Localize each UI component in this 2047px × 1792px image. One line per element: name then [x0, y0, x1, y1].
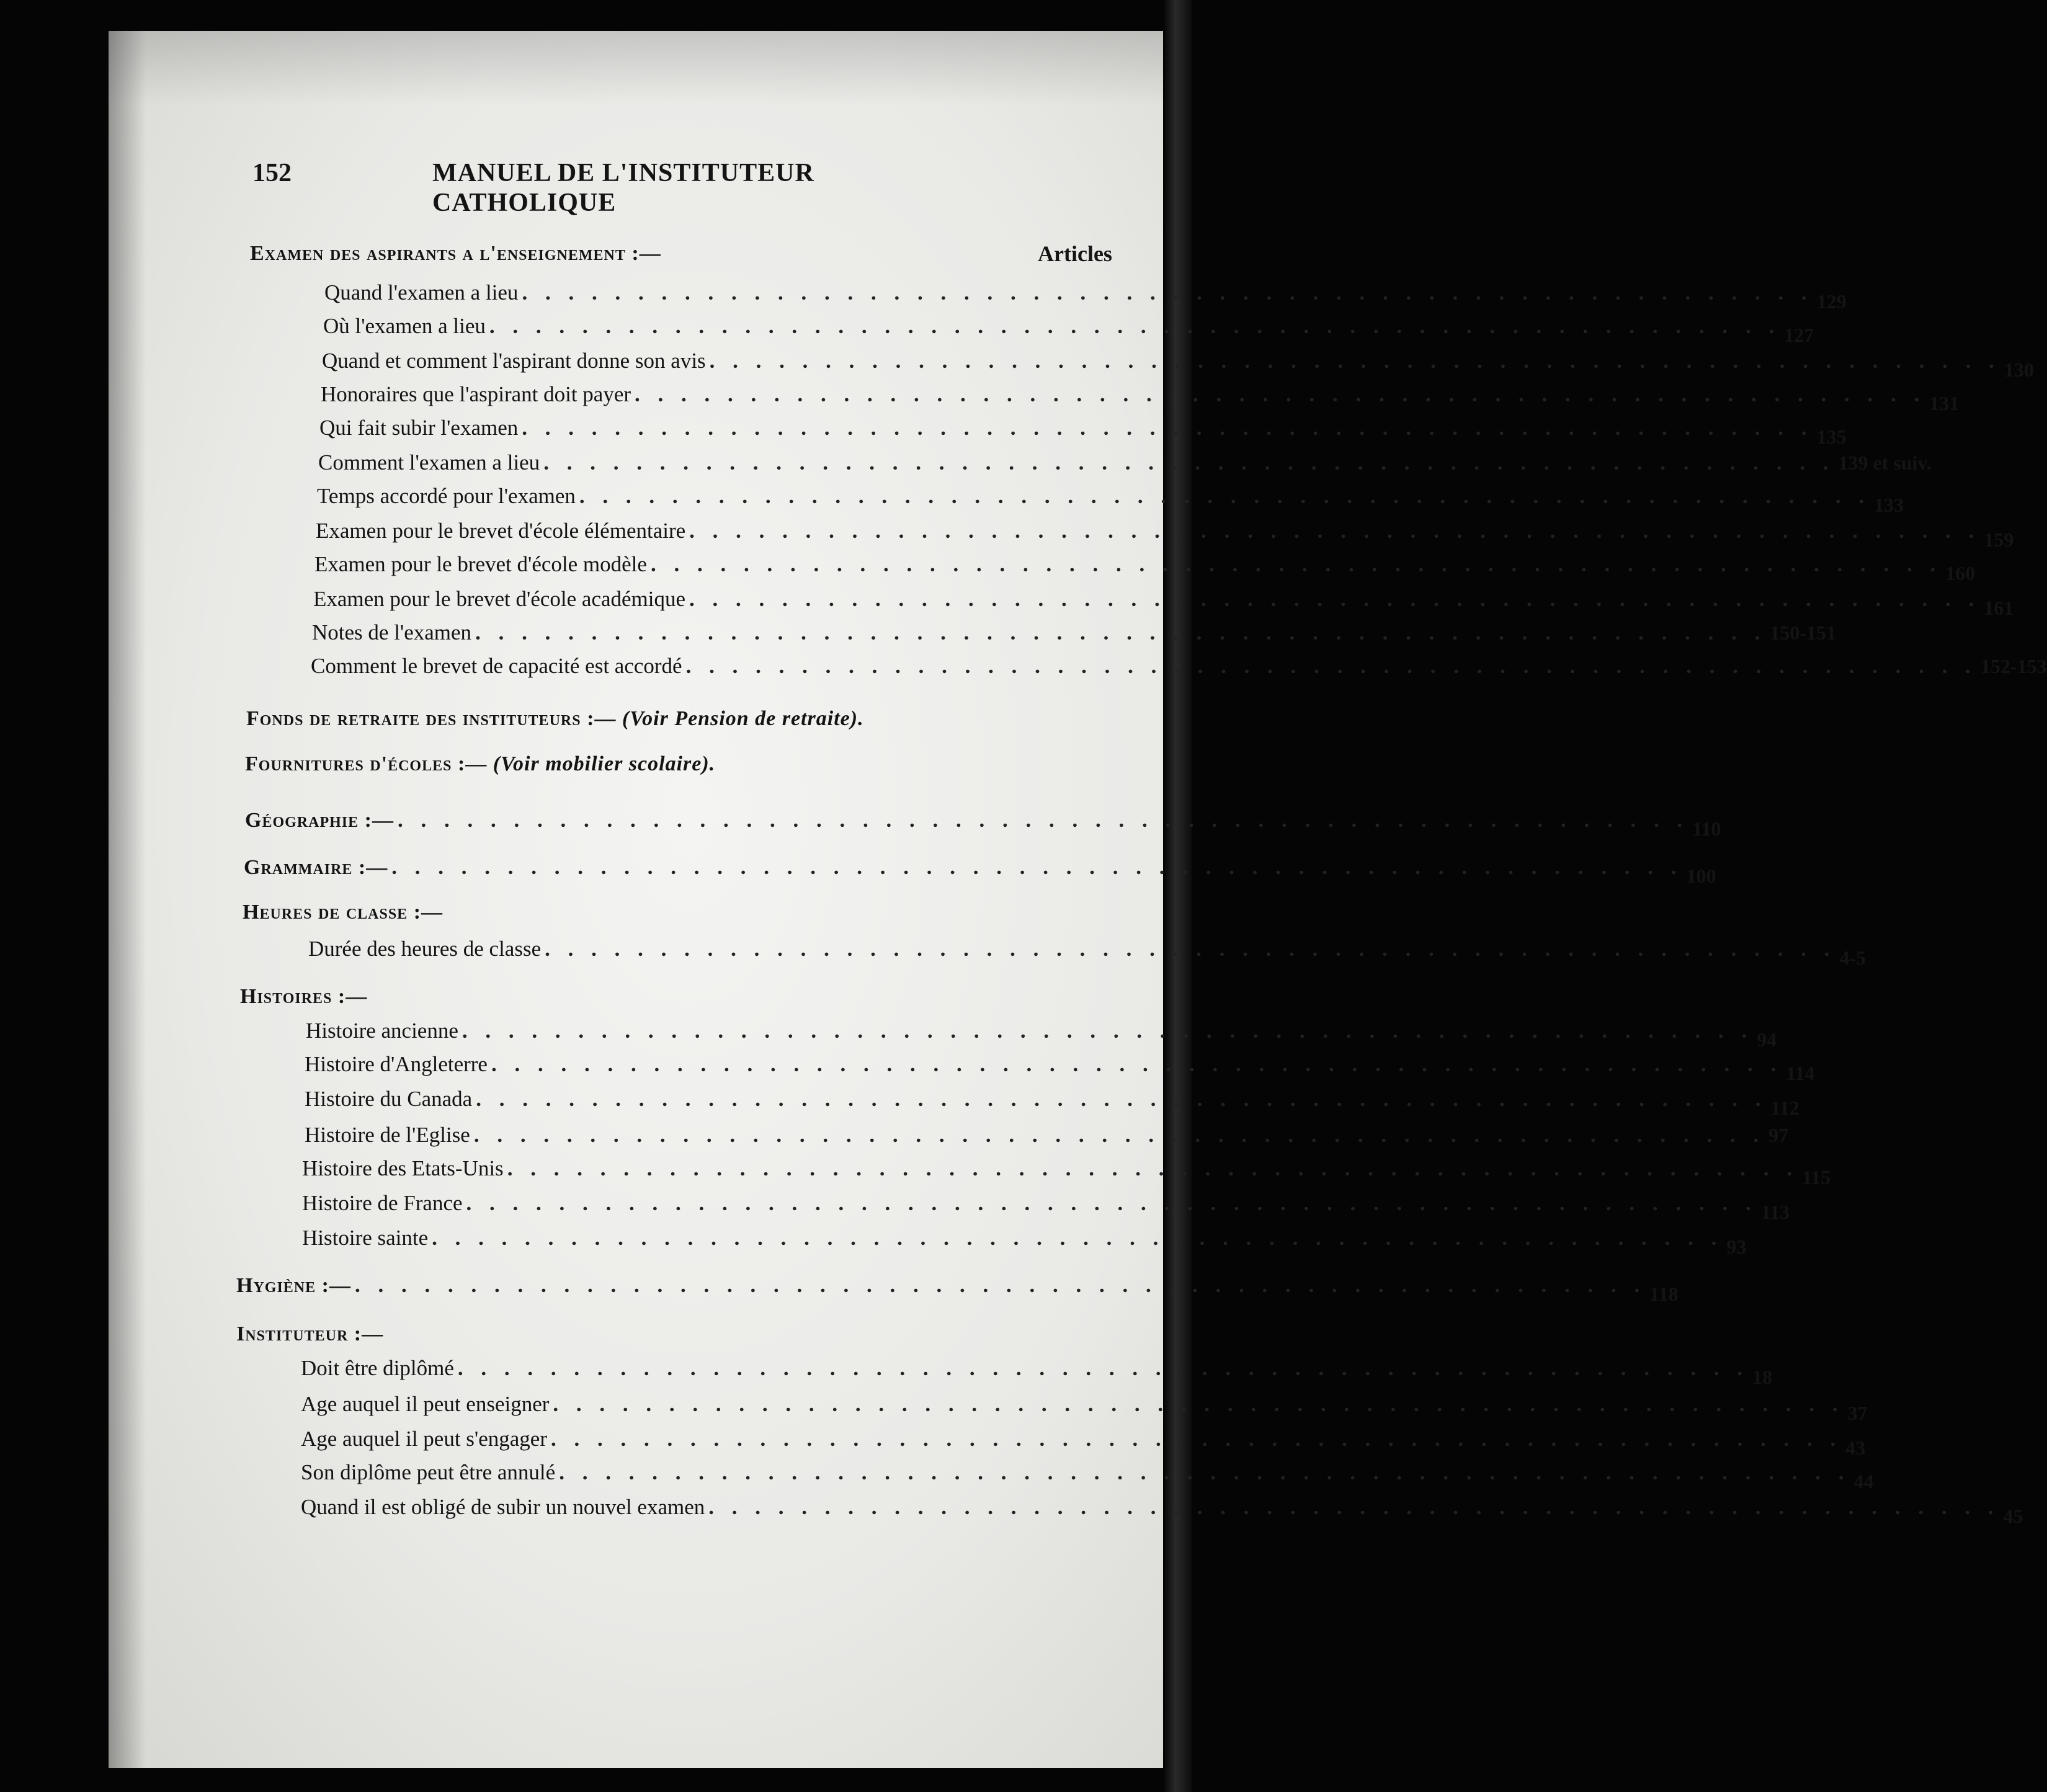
dot-leader: . . . . . . . . . . . . . . . . . . . . . . . . . . . . . . . . . . . . . . . . . . . . . . . . . . . . . . . .: [491, 1052, 1783, 1076]
entry-reference: 45: [2003, 1505, 2023, 1527]
index-entry: [305, 1087, 1799, 1119]
entry-label: Comment l'examen a lieu: [318, 450, 540, 475]
index-entry: [302, 1191, 1790, 1223]
index-entry: [301, 1392, 1868, 1424]
entry-label: Son diplôme peut être annulé: [301, 1460, 556, 1484]
index-entry: [314, 552, 1976, 584]
dot-leader: . . . . . . . . . . . . . . . . . . . . . . . . . . . . . . . . . . . . . . . . . . . . . . . . . . . . . . . .: [559, 1460, 1850, 1484]
entry-reference: 4-5: [1839, 947, 1866, 969]
dot-leader: . . . . . . . . . . . . . . . . . . . . . . . . . . . . . . . . . . . . . . . . . . . . . . . . . . . . . . . .: [457, 1356, 1749, 1380]
section-heading: Histoires :—: [240, 985, 368, 1008]
entry-reference: 135: [1816, 426, 1847, 448]
dot-leader: . . . . . . . . . . . . . . . . . . . . . . . . . . . . . . . . . . . . . . . . . . . . . . . . . . . . . . . .: [391, 855, 1683, 879]
entry-label: Quand et comment l'aspirant donne son avis: [322, 349, 706, 373]
entry-reference: 100: [1686, 865, 1716, 887]
entry-label: Examen pour le brevet d'école élémentaire: [316, 519, 686, 543]
dot-leader: . . . . . . . . . . . . . . . . . . . . . . . . . . . . . . . . . . . . . . . . . . . . . . . . . . . . . . . .: [507, 1156, 1798, 1180]
film-edge: [1165, 0, 1192, 1792]
section-heading: Grammaire :—: [244, 856, 388, 879]
index-entry: [319, 416, 1847, 448]
dot-leader: . . . . . . . . . . . . . . . . . . . . . . . . . . . . . . . . . . . . . . . . . . . . . . . . . . . . . . . .: [466, 1191, 1757, 1215]
index-entry: [306, 1019, 1777, 1051]
dot-leader: . . . . . . . . . . . . . . . . . . . . . . . . . . . . . . . . . . . . . . . . . . . . . . . . . . . . . . . .: [475, 620, 1767, 644]
dot-leader: . . . . . . . . . . . . . . . . . . . . . . . . . . . . . . . . . . . . . . . . . . . . . . . . . . . . . . . .: [708, 1495, 2000, 1519]
dot-leader: . . . . . . . . . . . . . . . . . . . . . . . . . . . . . . . . . . . . . . . . . . . . . . . . . . . . . . . .: [462, 1019, 1754, 1043]
section-heading: [246, 707, 864, 731]
entry-label: Histoire ancienne: [306, 1019, 458, 1043]
entry-reference: 159: [1984, 528, 2014, 551]
entry-label: Histoire d'Angleterre: [305, 1052, 488, 1076]
index-entry: [236, 1273, 1679, 1305]
index-entry: [305, 1123, 1789, 1148]
dot-leader: . . . . . . . . . . . . . . . . . . . . . . . . . . . . . . . . . . . . . . . . . . . . . . . . . . . . . . . .: [522, 416, 1813, 440]
entry-label: Où l'examen a lieu: [323, 314, 486, 338]
dot-leader: . . . . . . . . . . . . . . . . . . . . . . . . . . . . . . . . . . . . . . . . . . . . . . . . . . . . . . . .: [545, 937, 1836, 961]
entry-reference: 115: [1801, 1166, 1831, 1188]
dot-leader: . . . . . . . . . . . . . . . . . . . . . . . . . . . . . . . . . . . . . . . . . . . . . . . . . . . . . . . .: [650, 552, 1942, 576]
dot-leader: . . . . . . . . . . . . . . . . . . . . . . . . . . . . . . . . . . . . . . . . . . . . . . . . . . . . . . . .: [489, 314, 1781, 338]
entry-label: Histoire du Canada: [305, 1087, 473, 1111]
dot-leader: . . . . . . . . . . . . . . . . . . . . . . . . . . . . . . . . . . . . . . . . . . . . . . . . . . . . . . . .: [551, 1427, 1842, 1451]
index-entry: [302, 1156, 1831, 1188]
book-page: [109, 31, 2047, 1768]
entry-reference: 114: [1786, 1062, 1815, 1084]
entry-reference: 139 et suiv.: [1838, 452, 1932, 474]
entry-label: Age auquel il peut s'engager: [301, 1427, 547, 1451]
section-heading: Instituteur :—: [236, 1322, 384, 1345]
index-entry: [317, 484, 1904, 516]
dot-leader: . . . . . . . . . . . . . . . . . . . . . . . . . . . . . . . . . . . . . . . . . . . . . . . . . . . . . . . .: [685, 654, 1977, 678]
entry-reference: 152-153: [1980, 655, 2047, 677]
index-entry: [301, 1460, 1874, 1492]
entry-label: Histoire sainte: [302, 1226, 429, 1250]
entry-reference: 44: [1853, 1470, 1874, 1492]
dot-leader: . . . . . . . . . . . . . . . . . . . . . . . . . . . . . . . . . . . . . . . . . . . . . . . . . . . . . . . .: [709, 349, 2000, 373]
index-entry: [322, 349, 2034, 381]
entry-label: Comment le brevet de capacité est accordé: [311, 654, 682, 678]
entry-label: Examen pour le brevet d'école modèle: [314, 552, 647, 576]
dot-leader: . . . . . . . . . . . . . . . . . . . . . . . . . . . . . . . . . . . . . . . . . . . . . . . . . . . . . . . .: [354, 1273, 1646, 1297]
dot-leader: . . . . . . . . . . . . . . . . . . . . . . . . . . . . . . . . . . . . . . . . . . . . . . . . . . . . . . . .: [476, 1087, 1767, 1111]
entry-label: Quand il est obligé de subir un nouvel examen: [301, 1495, 705, 1519]
index-entry: [301, 1427, 1866, 1459]
index-entry: [302, 1226, 1747, 1258]
entry-reference: 150-151: [1770, 622, 1836, 644]
entry-reference: 37: [1847, 1402, 1868, 1424]
entry-label: Histoire des Etats-Unis: [302, 1156, 504, 1180]
index-entry: [245, 808, 1721, 840]
entry-reference: 113: [1760, 1201, 1790, 1223]
index-entry: [323, 314, 1814, 346]
entry-reference: 18: [1752, 1366, 1773, 1388]
index-entry: [321, 382, 1960, 414]
dot-leader: . . . . . . . . . . . . . . . . . . . . . . . . . . . . . . . . . . . . . . . . . . . . . . . . . . . . . . . .: [689, 587, 1981, 611]
entry-reference: 161: [1984, 597, 2014, 619]
entry-reference: 131: [1929, 392, 1960, 414]
entry-label: Histoire de l'Eglise: [305, 1123, 470, 1147]
entry-reference: 112: [1770, 1097, 1799, 1119]
heading-text: Fournitures d'écoles :—: [245, 752, 488, 775]
articles-column-label: Articles: [1038, 241, 1112, 266]
index-entry: [308, 937, 1866, 969]
index-entry: [316, 519, 2014, 551]
entry-reference: 130: [2004, 359, 2034, 381]
entry-reference: 94: [1757, 1028, 1777, 1051]
index-list: [109, 31, 2047, 1768]
index-entry: [311, 654, 2047, 679]
entry-label: Durée des heures de classe: [308, 937, 542, 961]
entry-reference: 110: [1692, 818, 1721, 840]
cross-reference: (Voir Pension de retraite).: [622, 707, 864, 730]
index-entry: [301, 1495, 2023, 1527]
dot-leader: . . . . . . . . . . . . . . . . . . . . . . . . . . . . . . . . . . . . . . . . . . . . . . . . . . . . . . . .: [397, 808, 1689, 832]
entry-label: Age auquel il peut enseigner: [301, 1392, 550, 1416]
running-title: MANUEL DE L'INSTITUTEUR CATHOLIQUE: [432, 159, 814, 217]
entry-label: Qui fait subir l'examen: [319, 416, 519, 440]
entry-label: Histoire de France: [302, 1191, 463, 1215]
entry-reference: 127: [1784, 324, 1814, 346]
entry-label: Honoraires que l'aspirant doit payer: [321, 382, 631, 406]
section-heading: Heures de classe :—: [243, 901, 444, 924]
index-entry: [318, 450, 1932, 475]
entry-reference: 97: [1768, 1124, 1789, 1146]
section-heading: Examen des aspirants a l'enseignement :—: [250, 242, 661, 265]
cross-reference: (Voir mobilier scolaire).: [493, 752, 716, 775]
index-entry: [324, 280, 1847, 313]
heading-text: Fonds de retraite des instituteurs :—: [246, 707, 617, 730]
entry-reference: 129: [1816, 290, 1847, 313]
index-entry: [244, 855, 1716, 887]
dot-leader: . . . . . . . . . . . . . . . . . . . . . . . . . . . . . . . . . . . . . . . . . . . . . . . . . . . . . . . .: [553, 1392, 1844, 1416]
dot-leader: . . . . . . . . . . . . . . . . . . . . . . . . . . . . . . . . . . . . . . . . . . . . . . . . . . . . . . . .: [689, 519, 1981, 543]
entry-label: Quand l'examen a lieu: [324, 280, 519, 305]
dot-leader: . . . . . . . . . . . . . . . . . . . . . . . . . . . . . . . . . . . . . . . . . . . . . . . . . . . . . . . .: [473, 1123, 1765, 1147]
entry-label: Notes de l'examen: [312, 620, 472, 644]
section-heading: Hygiène :—: [236, 1274, 351, 1297]
index-entry: [305, 1052, 1815, 1084]
dot-leader: . . . . . . . . . . . . . . . . . . . . . . . . . . . . . . . . . . . . . . . . . . . . . . . . . . . . . . . .: [635, 382, 1926, 406]
entry-label: Doit être diplômé: [301, 1356, 454, 1380]
dot-leader: . . . . . . . . . . . . . . . . . . . . . . . . . . . . . . . . . . . . . . . . . . . . . . . . . . . . . . . .: [522, 280, 1813, 305]
entry-reference: 93: [1726, 1236, 1747, 1258]
index-entry: [312, 620, 1836, 645]
index-entry: [313, 587, 2014, 619]
dot-leader: . . . . . . . . . . . . . . . . . . . . . . . . . . . . . . . . . . . . . . . . . . . . . . . . . . . . . . . .: [432, 1226, 1723, 1250]
entry-reference: 118: [1649, 1283, 1679, 1305]
dot-leader: . . . . . . . . . . . . . . . . . . . . . . . . . . . . . . . . . . . . . . . . . . . . . . . . . . . . . . . .: [543, 450, 1835, 475]
entry-label: Examen pour le brevet d'école académique: [313, 587, 686, 611]
index-entry: [301, 1356, 1773, 1388]
entry-reference: 133: [1874, 494, 1904, 516]
section-heading: Géographie :—: [245, 809, 394, 832]
dot-leader: . . . . . . . . . . . . . . . . . . . . . . . . . . . . . . . . . . . . . . . . . . . . . . . . . . . . . . . .: [579, 484, 1871, 508]
entry-reference: 43: [1845, 1437, 1866, 1459]
entry-label: Temps accordé pour l'examen: [317, 484, 576, 508]
entry-reference: 160: [1945, 562, 1976, 584]
page-number: 152: [252, 159, 292, 187]
section-heading: [245, 752, 715, 776]
